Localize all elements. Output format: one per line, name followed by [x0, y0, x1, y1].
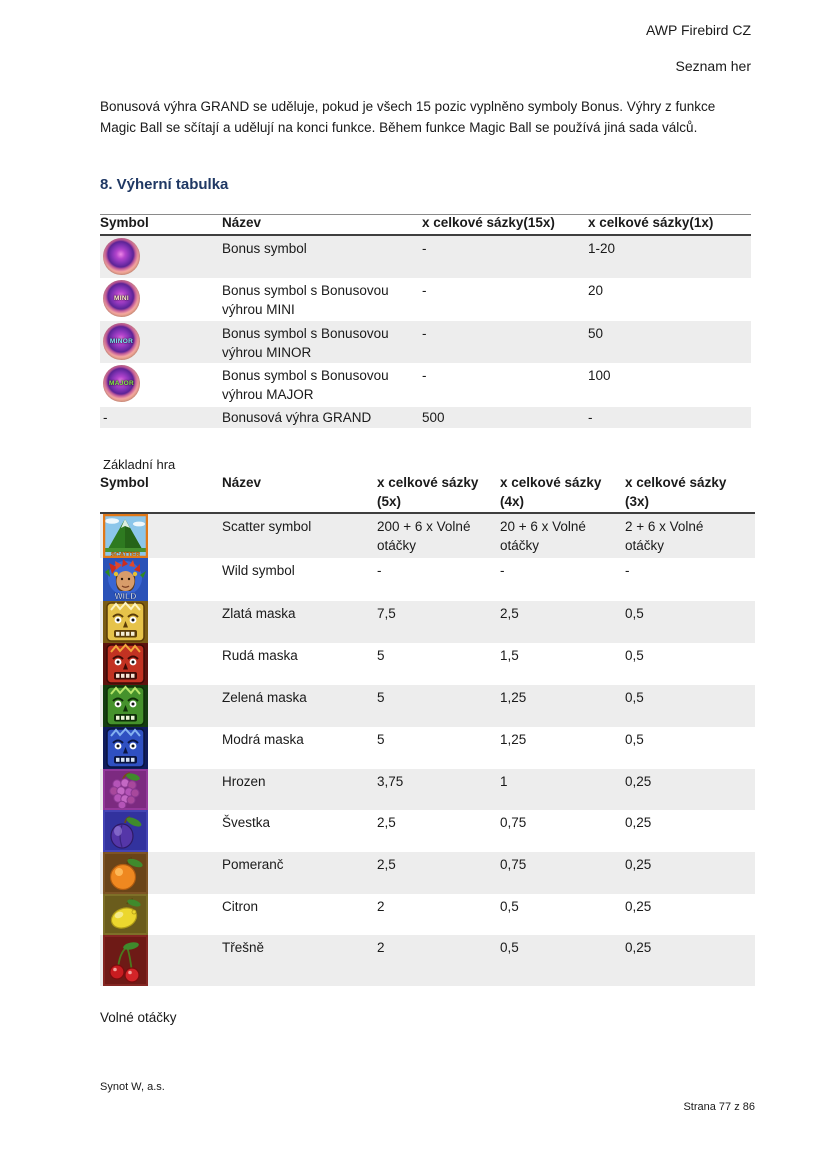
bonus-symbol-icon	[103, 238, 140, 275]
bet4x-value: 0,75	[500, 815, 527, 830]
bet3x-value: 0,5	[625, 648, 644, 663]
symbol-name: Bonus symbol s Bonusovou výhrou MINI	[222, 283, 389, 317]
base-game-table	[100, 473, 755, 986]
bet3x-value: 0,25	[625, 857, 652, 872]
column-header-bet5x: x celkové sázky (5x)	[377, 475, 479, 509]
table-row	[100, 363, 751, 407]
column-header-symbol: Symbol	[100, 475, 149, 490]
symbol-name: Švestka	[222, 815, 271, 830]
bet4x-value: 1	[500, 774, 508, 789]
free-spins-label: Volné otáčky	[100, 1010, 177, 1025]
bonus-win-table	[100, 214, 751, 428]
bonus-minor-symbol-icon	[103, 323, 140, 360]
table-row	[100, 810, 755, 852]
bet4x-value: 2,5	[500, 606, 519, 621]
column-header-symbol: Symbol	[100, 215, 149, 230]
bet4x-value: 0,5	[500, 940, 519, 955]
table-row	[100, 558, 755, 601]
header-title: AWP Firebird CZ	[645, 22, 751, 38]
table-row	[100, 727, 755, 769]
symbol-name: Wild symbol	[222, 563, 295, 578]
column-header-name: Název	[222, 215, 262, 230]
orb-label: MINI	[114, 295, 129, 302]
bet4x-value: 20 + 6 x Volné otáčky	[500, 519, 586, 553]
gold-mask-icon	[103, 601, 148, 643]
orange-icon	[103, 852, 148, 894]
footer-page-number: Strana 77 z 86	[683, 1101, 755, 1113]
symbol-name: Pomeranč	[222, 857, 284, 872]
symbol-name: Rudá maska	[222, 648, 298, 663]
column-header-bet3x: x celkové sázky (3x)	[625, 475, 727, 509]
symbol-name: Bonus symbol s Bonusovou výhrou MAJOR	[222, 368, 389, 402]
base-table-header-row	[100, 473, 755, 514]
symbol-name: Bonus symbol	[222, 241, 307, 256]
bet5x-value: 2	[377, 899, 385, 914]
bonus-mini-symbol-icon	[103, 280, 140, 317]
bet15x-value: -	[422, 241, 427, 256]
svg-text:SCATTER: SCATTER	[110, 551, 141, 558]
bet3x-value: 0,25	[625, 899, 652, 914]
bet3x-value: 2 + 6 x Volné otáčky	[625, 519, 704, 553]
lemon-icon	[103, 894, 148, 935]
bet1x-value: -	[588, 410, 593, 425]
table-row	[100, 514, 755, 558]
bonus-table-header-row	[100, 214, 751, 236]
symbol-name: Modrá maska	[222, 732, 304, 747]
footer-company: Synot W, a.s.	[100, 1081, 165, 1093]
bet1x-value: 20	[588, 283, 604, 298]
bet4x-value: 1,5	[500, 648, 519, 663]
symbol-name: Bonus symbol s Bonusovou výhrou MINOR	[222, 326, 389, 360]
symbol-name: Třešně	[222, 940, 265, 955]
bet5x-value: -	[377, 563, 382, 578]
table-row	[100, 852, 755, 894]
bet3x-value: 0,25	[625, 774, 652, 789]
table-row	[100, 407, 751, 428]
bet3x-value: 0,25	[625, 940, 652, 955]
symbol-name: Bonusová výhra GRAND	[222, 410, 372, 425]
bet15x-value: -	[422, 326, 427, 341]
subsection-label: Základní hra	[103, 457, 176, 472]
bet5x-value: 5	[377, 690, 385, 705]
bet5x-value: 200 + 6 x Volné otáčky	[377, 519, 471, 553]
red-mask-icon	[103, 643, 148, 685]
blue-mask-icon	[103, 727, 148, 769]
table-row	[100, 894, 755, 935]
bet5x-value: 5	[377, 732, 385, 747]
page-header	[646, 22, 751, 74]
column-header-name: Název	[222, 475, 262, 490]
grapes-icon	[103, 769, 148, 810]
header-subtitle: Seznam her	[675, 58, 751, 74]
bet5x-value: 2,5	[377, 815, 396, 830]
bet4x-value: 1,25	[500, 732, 527, 747]
bet4x-value: 0,75	[500, 857, 527, 872]
section-heading: 8. Výherní tabulka	[100, 176, 229, 193]
table-row	[100, 769, 755, 810]
table-row	[100, 321, 751, 363]
bet3x-value: 0,5	[625, 606, 644, 621]
svg-text:WILD: WILD	[114, 591, 137, 601]
intro-paragraph: Bonusová výhra GRAND se uděluje, pokud je všech 15 pozic vyplněno symboly Bonus. Výhry z funkce Magic Ball se sčítají a udělují na konci funkce. Během funkce Magic Ball se používá jiná sada válců.	[100, 99, 716, 135]
table-row	[100, 935, 755, 986]
bet1x-value: 1-20	[588, 241, 616, 256]
table-row	[100, 685, 755, 727]
column-header-bet4x: x celkové sázky (4x)	[500, 475, 602, 509]
bet15x-value: 500	[422, 410, 445, 425]
orb-label: MAJOR	[109, 380, 134, 387]
table-row	[100, 236, 751, 278]
bet3x-value: 0,5	[625, 690, 644, 705]
bet5x-value: 3,75	[377, 774, 404, 789]
table-row	[100, 643, 755, 685]
wild-symbol-icon	[103, 558, 148, 601]
symbol-name: Zelená maska	[222, 690, 307, 705]
bet15x-value: -	[422, 368, 427, 383]
table-row	[100, 601, 755, 643]
bet5x-value: 7,5	[377, 606, 396, 621]
symbol-name: Hrozen	[222, 774, 266, 789]
column-header-bet1x: x celkové sázky(1x)	[588, 215, 714, 230]
symbol-dash: -	[103, 410, 108, 425]
bet4x-value: -	[500, 563, 505, 578]
bet15x-value: -	[422, 283, 427, 298]
bet1x-value: 100	[588, 368, 611, 383]
bet3x-value: 0,5	[625, 732, 644, 747]
symbol-name: Scatter symbol	[222, 519, 312, 534]
column-header-bet15x: x celkové sázky(15x)	[422, 215, 555, 230]
bet4x-value: 1,25	[500, 690, 527, 705]
symbol-name: Zlatá maska	[222, 606, 296, 621]
symbol-name: Citron	[222, 899, 259, 914]
green-mask-icon	[103, 685, 148, 727]
orb-label: MINOR	[109, 338, 134, 345]
bet5x-value: 2	[377, 940, 385, 955]
cherries-icon	[103, 935, 148, 986]
bet5x-value: 2,5	[377, 857, 396, 872]
bet3x-value: 0,25	[625, 815, 652, 830]
bet4x-value: 0,5	[500, 899, 519, 914]
bet5x-value: 5	[377, 648, 385, 663]
bet3x-value: -	[625, 563, 630, 578]
scatter-symbol-icon	[103, 514, 148, 558]
plum-icon	[103, 810, 148, 852]
bonus-major-symbol-icon	[103, 365, 140, 402]
table-row	[100, 278, 751, 321]
bet1x-value: 50	[588, 326, 604, 341]
